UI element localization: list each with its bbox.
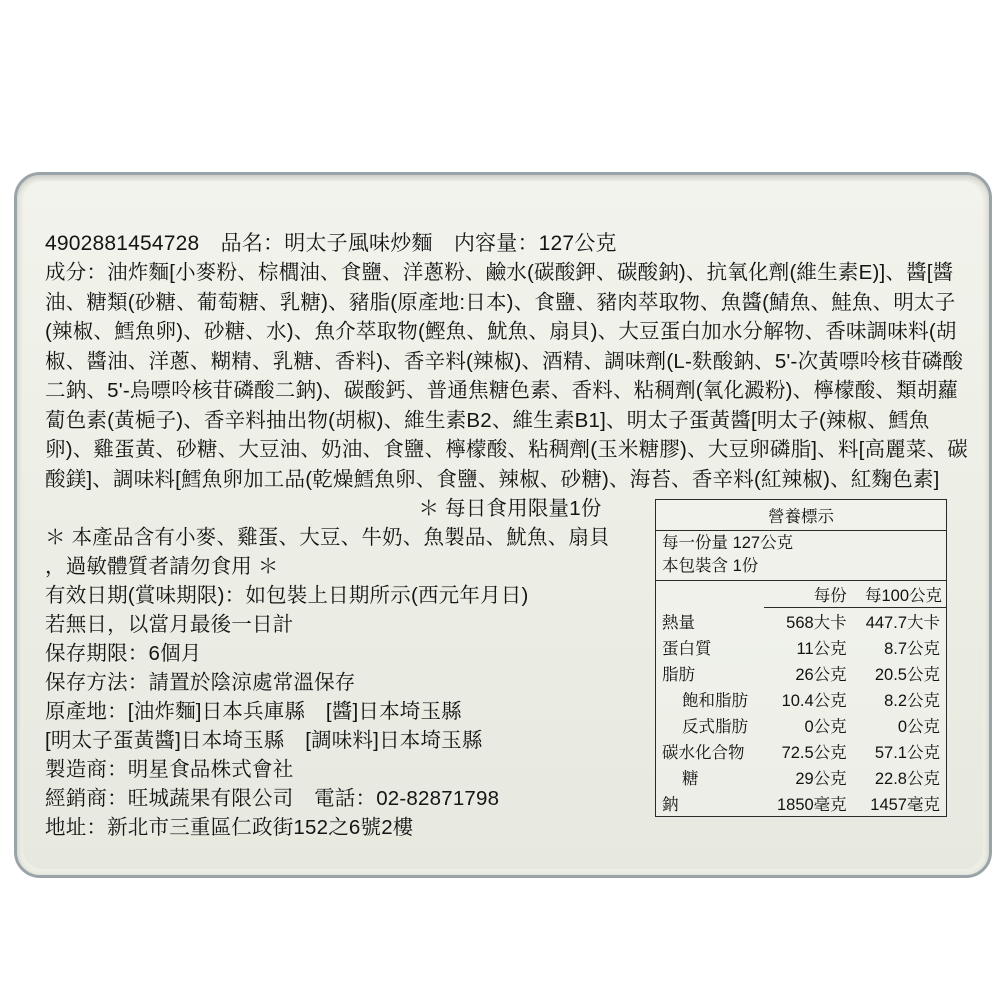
nutrition-row-per-100g: 20.5公克 [874, 666, 940, 684]
expiry-note: 若無日，以當月最後一日計 [45, 613, 294, 636]
ingredients-paragraph: 成分：油炸麵[小麥粉、棕櫚油、食鹽、洋蔥粉、鹼水(碳酸鉀、碳酸鈉)、抗氧化劑(維生素E)]、醬[醬油、糖類(砂糖、葡萄糖、乳糖)、豬脂(原產地:日本)、食鹽、豬肉萃取物、魚醬(鯖魚、鮭魚、明太子(辣椒、鱈魚卵)、砂糖、水)、魚介萃取物(鰹魚、魷魚、扇貝)、大豆蛋白加水分解物、香味調味料(胡椒、醬油、洋蔥、糊精、乳糖、香料)、香辛料(辣椒)、酒精、調味劑(L-麩酸鈉、5'-次黃嘌呤核苷磷酸二鈉、5'-烏嘌呤核苷磷酸二鈉)、碳酸鈣、普通焦糖色素、香料、粘稠劑(氧化澱粉)、檸檬酸、類胡蘿蔔色素(黃梔子)、香辛料抽出物(胡椒)、維生素B2、維生素B1]、明太子蛋黃醬[明太子(辣椒、鱈魚卵)、雞蛋黃、砂糖、大豆油、奶油、食鹽、檸檬酸、粘稠劑(玉米糖膠)、大豆卵磷脂]、料[高麗菜、碳酸鎂]、調味料[鱈魚卵加工品(乾燥鱈魚卵、食鹽、辣椒、砂糖)、海苔、香辛料(紅辣椒)、紅麴色素] [45, 261, 968, 491]
expiry-line: 有效日期(賞味期限)：如包裝上日期所示(西元年月日) [45, 584, 529, 607]
nutrition-title: 營養標示 [656, 500, 946, 531]
nutrition-row-per-100g: 8.2公克 [884, 692, 940, 710]
nutrition-values-table [656, 581, 946, 816]
nutrition-row-label: 飽和脂肪 [682, 692, 748, 710]
origin-line-2: [明太子蛋黃醬]日本埼玉縣 [調味料]日本埼玉縣 [45, 729, 483, 752]
nutrition-row-per-serving: 10.4公克 [781, 692, 847, 710]
product-header-line [45, 229, 975, 258]
nutrition-row-per-100g: 22.8公克 [874, 770, 940, 788]
net-weight: 内容量：127公克 [453, 232, 617, 255]
nutrition-row-label: 熱量 [662, 613, 695, 632]
daily-limit-note: ＊ 每日食用限量1份 [418, 497, 602, 520]
nutrition-row-label: 脂肪 [662, 666, 695, 684]
nutrition-row-per-serving: 11公克 [796, 640, 847, 658]
serving-size: 每一份量 127公克 [662, 534, 794, 552]
nutrition-row-per-serving: 72.5公克 [781, 744, 847, 762]
address: 地址：新北市三重區仁政街152之6號2樓 [45, 816, 414, 839]
nutrition-row-per-serving: 26公克 [795, 666, 847, 684]
allergen-line-2: ，過敏體質者請勿食用 ＊ [45, 555, 279, 578]
servings-per-pack: 本包裝含 1份 [656, 554, 946, 581]
distributor: 經銷商：旺城蔬果有限公司 電話：02-82871798 [45, 787, 500, 810]
storage-method: 保存方法：請置於陰涼處常溫保存 [45, 671, 356, 694]
nutrition-row-per-serving: 29公克 [795, 770, 847, 788]
table-row [656, 608, 946, 635]
barcode-number: 4902881454728 [45, 232, 200, 255]
nutrition-row-per-100g: 447.7大卡 [865, 614, 940, 632]
label-panel [14, 172, 992, 878]
table-row [656, 764, 946, 790]
nutrition-col-per-serving: 每份 [764, 581, 851, 608]
nutrition-row-label: 糖 [682, 770, 699, 788]
nutrition-row-per-100g: 0公克 [897, 718, 940, 736]
nutrition-row-label: 鈉 [662, 796, 679, 814]
manufacturer: 製造商：明星食品株式會社 [45, 758, 294, 781]
nutrition-row-label: 碳水化合物 [662, 744, 745, 762]
nutrition-row-per-100g: 8.7公克 [884, 640, 940, 658]
table-row [656, 790, 946, 816]
nutrition-col-per-100g: 每100公克 [851, 581, 946, 608]
nutrition-row-per-serving: 1850毫克 [776, 796, 847, 814]
nutrition-row-per-serving: 568大卡 [786, 614, 847, 632]
product-name: 品名：明太子風味炒麵 [220, 232, 433, 255]
table-row [656, 712, 946, 738]
nutrition-header-row [656, 581, 946, 608]
origin-line-1: 原產地：[油炸麵]日本兵庫縣 [醬]日本埼玉縣 [45, 700, 462, 723]
table-row [656, 634, 946, 660]
nutrition-row-per-100g: 57.1公克 [874, 744, 940, 762]
table-row [656, 738, 946, 764]
nutrition-col-label [656, 581, 764, 608]
table-row [656, 686, 946, 712]
nutrition-row-per-100g: 1457毫克 [870, 796, 940, 814]
shelf-life: 保存期限：6個月 [45, 642, 202, 665]
allergen-line-1: ＊ 本產品含有小麥、雞蛋、大豆、牛奶、魚製品、魷魚、扇貝 [45, 526, 610, 549]
table-row [656, 660, 946, 686]
nutrition-body [656, 608, 946, 817]
nutrition-row-label: 蛋白質 [662, 640, 712, 658]
label-sheet [23, 181, 983, 869]
nutrition-table [655, 499, 947, 817]
nutrition-row-label: 反式脂肪 [682, 718, 748, 736]
nutrition-row-per-serving: 0公克 [804, 718, 847, 736]
